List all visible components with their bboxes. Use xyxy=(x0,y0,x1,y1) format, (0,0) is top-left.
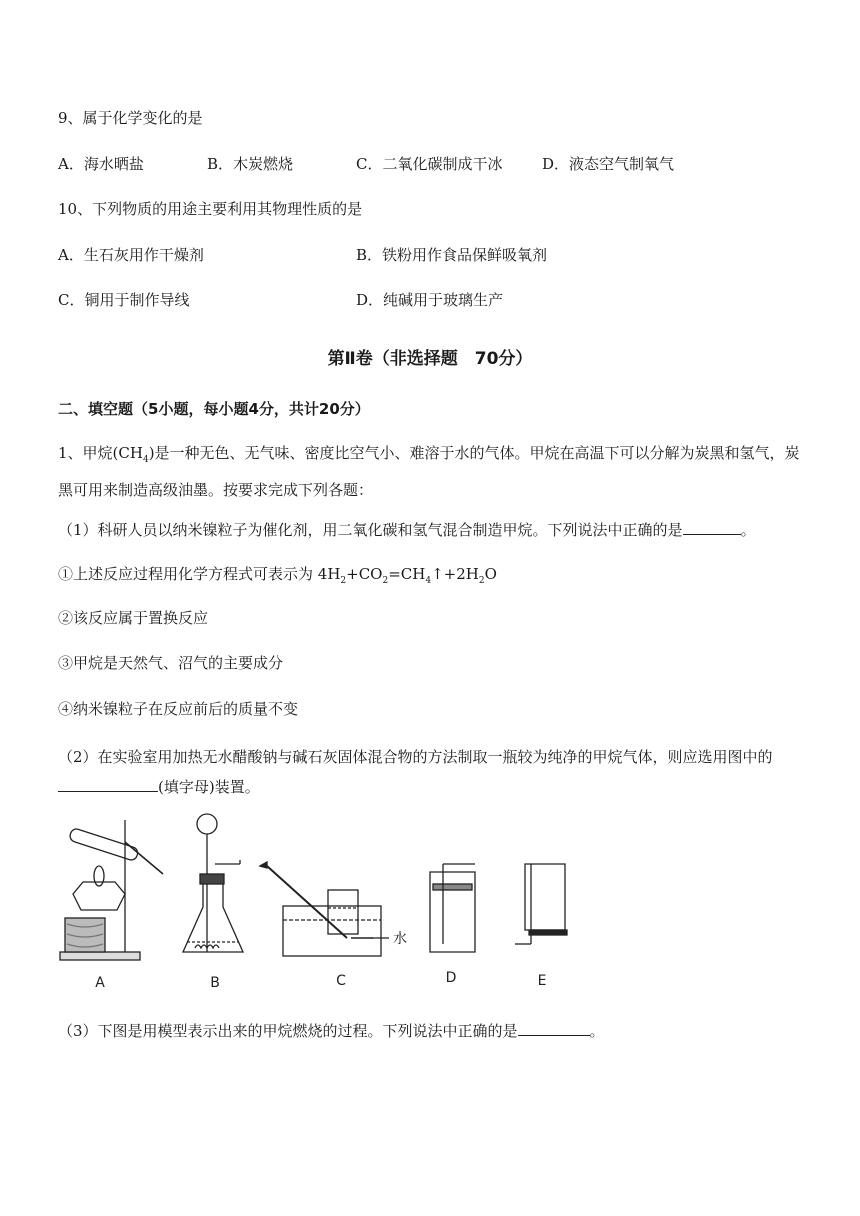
q9-option-d: D．液态空气制氧气 xyxy=(542,155,675,173)
q10-stem: 10、下列物质的用途主要利用其物理性质的是 xyxy=(58,200,363,218)
statement-1: ①上述反应过程用化学方程式可表示为 $4H_2+CO_2=CH_4↑+2H_2O$ xyxy=(58,565,497,586)
q10-option-a: A．生石灰用作干燥剂 xyxy=(58,246,204,264)
answer-blank[interactable] xyxy=(58,777,158,792)
q9-stem: 9、属于化学变化的是 xyxy=(58,109,203,127)
apparatus-a xyxy=(60,820,163,960)
statement-2: ②该反应属于置换反应 xyxy=(58,609,209,627)
water-label: 水 xyxy=(393,931,407,947)
answer-blank[interactable] xyxy=(683,520,741,535)
apparatus-label-e: E xyxy=(537,973,547,989)
apparatus-e xyxy=(515,864,567,944)
apparatus-label-a: A xyxy=(95,975,105,991)
problem1-intro: 1、甲烷$(CH_4)$是一种无色、无气味、密度比空气小、难溶于水的气体。甲烷在高温下可以分解为炭黑和氢气，炭黑可用来制造高级油墨。按要求完成下列各题： xyxy=(58,444,800,499)
apparatus-c xyxy=(260,862,381,956)
q9-option-c: C．二氧化碳制成干冰 xyxy=(356,155,503,173)
apparatus-label-d: D xyxy=(445,970,457,986)
problem1-q1: （1）科研人员以纳米镍粒子为催化剂，用二氧化碳和氢气混合制造甲烷。下列说法中正确的是 。 xyxy=(58,521,756,539)
statement-4: ④纳米镍粒子在反应前后的质量不变 xyxy=(58,700,299,718)
statement-3: ③甲烷是天然气、沼气的主要成分 xyxy=(58,654,284,672)
problem1-q2: （2）在实验室用加热无水醋酸钠与碱石灰固体混合物的方法制取一瓶较为纯净的甲烷气体，则应选用图中的(填字母)装置。 xyxy=(58,748,773,796)
apparatus-label-b: B xyxy=(210,975,220,991)
apparatus-d xyxy=(430,864,475,952)
apparatus-figure xyxy=(55,812,595,994)
answer-blank[interactable] xyxy=(518,1021,590,1036)
q10-option-c: C．铜用于制作导线 xyxy=(58,291,190,309)
problem1-q3: （3）下图是用模型表示出来的甲烷燃烧的过程。下列说法中正确的是 。 xyxy=(58,1022,605,1040)
q9-option-a: A．海水晒盐 xyxy=(58,155,144,173)
q10-option-d: D．纯碱用于玻璃生产 xyxy=(356,291,504,309)
q9-option-b: B．木炭燃烧 xyxy=(207,155,294,173)
q10-option-b: B．铁粉用作食品保鲜吸氧剂 xyxy=(356,246,548,264)
part2-title: 第Ⅱ卷（非选择题 70分） xyxy=(327,349,533,369)
section2-heading: 二、填空题（5小题，每小题4分，共计20分） xyxy=(58,400,370,418)
apparatus-label-c: C xyxy=(336,973,346,989)
apparatus-b xyxy=(183,814,243,952)
